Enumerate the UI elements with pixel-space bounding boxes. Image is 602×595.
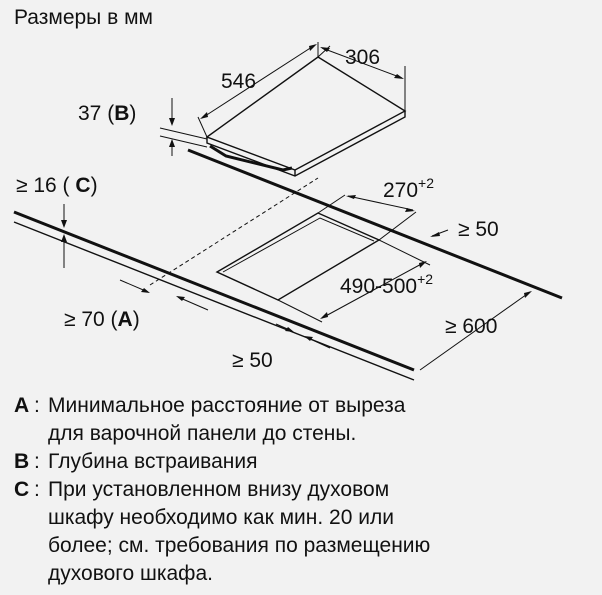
legend-c-line-4: духового шкафа. — [48, 562, 213, 585]
legend-c-line-3: более; см. требования по размещению — [48, 534, 431, 557]
legend-c-line-2: шкафу необходимо как мин. 20 или — [48, 506, 394, 529]
dimension-70-a — [64, 280, 208, 331]
dimension-37-key: B — [114, 102, 130, 125]
dimension-50-front-label: ≥ 50 — [232, 349, 273, 372]
dimension-37-b — [78, 98, 207, 156]
svg-text:≥ 16 ( C) — [16, 174, 98, 197]
svg-text:≥ 70 (A) — [64, 308, 140, 331]
dimension-16-key: C — [75, 174, 91, 197]
dimension-600-label: ≥ 600 — [445, 315, 498, 338]
dimension-490-label: 490-500 — [340, 275, 418, 298]
dimension-490 — [278, 240, 433, 322]
dimension-50-right — [430, 218, 499, 241]
dimension-70-label: ≥ 70 ( — [64, 308, 118, 331]
dimension-16-c — [16, 174, 98, 268]
dimension-270-label: 270 — [383, 179, 419, 202]
legend-b-line-1: Глубина встраивания — [48, 450, 258, 473]
dimension-306-label: 306 — [345, 46, 381, 69]
dimension-546-label: 546 — [221, 70, 257, 93]
dimension-16-label: ≥ 16 ( — [16, 174, 76, 197]
legend — [14, 392, 594, 588]
legend-item-b: B : Глубина встраивания — [14, 448, 594, 476]
svg-text:37 (B) — [78, 102, 136, 125]
dimension-546 — [198, 44, 330, 137]
legend-key-b: B — [14, 450, 30, 473]
dimension-270-tolerance: +2 — [418, 175, 435, 191]
dimension-306 — [318, 42, 405, 111]
dimension-37-suffix: ) — [129, 102, 137, 125]
dimension-16-suffix: ) — [90, 174, 98, 197]
dimension-70-key: A — [117, 308, 133, 331]
legend-a-line-1: Минимальное расстояние от выреза — [48, 394, 406, 417]
svg-text:490-500+2 — [340, 271, 433, 298]
legend-item-a: A : Минимальное расстояние от выреза для варочной панели до стены. — [14, 392, 594, 448]
dimension-490-tolerance: +2 — [417, 271, 434, 287]
dimension-50-right-label: ≥ 50 — [458, 218, 499, 241]
dimension-600 — [420, 291, 532, 370]
dimension-37-label: 37 ( — [78, 102, 115, 125]
legend-key-a: A — [14, 394, 30, 417]
legend-key-c: C — [14, 478, 30, 501]
legend-item-c: C : При установленном внизу духовом шкафу необходимо как мин. 20 или более; см. требования по размещению духового шкафа. — [14, 476, 594, 588]
legend-a-line-2: для варочной панели до стены. — [48, 422, 357, 445]
svg-text:270+2 — [383, 175, 434, 202]
diagram-title: Размеры в мм — [14, 6, 153, 29]
dimension-70-suffix: ) — [132, 308, 140, 331]
legend-c-line-1: При установленном внизу духовом — [48, 478, 390, 501]
